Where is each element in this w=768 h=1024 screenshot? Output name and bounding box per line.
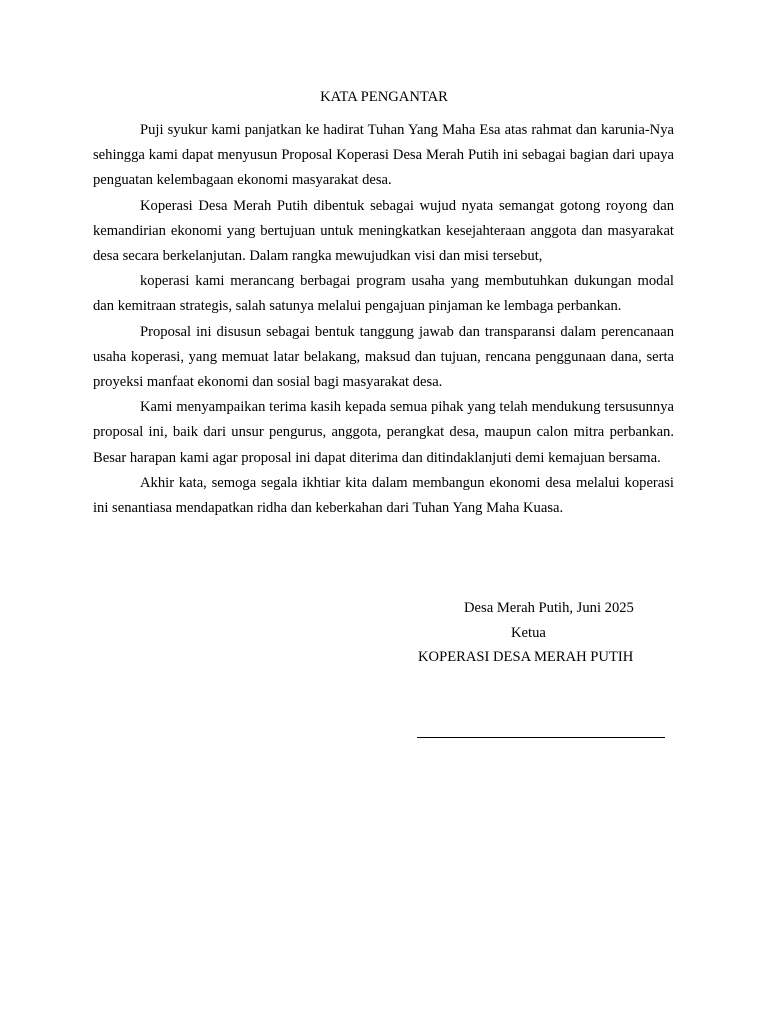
paragraph: Koperasi Desa Merah Putih dibentuk sebagai wujud nyata semangat gotong royong dan kemandirian ekonomi yang bertujuan untuk meningkatkan kesejahteraan anggota dan masyarakat desa secara berkelanjutan. Dalam rangka mewujudkan visi dan misi tersebut, — [93, 197, 674, 265]
document-body — [93, 118, 674, 521]
place-date: Desa Merah Putih, Juni 2025 — [464, 600, 634, 616]
paragraph: Puji syukur kami panjatkan ke hadirat Tuhan Yang Maha Esa atas rahmat dan karunia-Nya sehingga kami dapat menyusun Proposal Koperasi Desa Merah Putih ini sebagai bagian dari upaya penguatan kelembagaan ekonomi masyarakat desa. — [93, 122, 674, 189]
closing-block — [400, 596, 690, 670]
signature-line — [417, 737, 665, 738]
paragraph: Proposal ini disusun sebagai bentuk tanggung jawab dan transparansi dalam perencanaan usaha koperasi, yang memuat latar belakang, maksud dan tujuan, rencana penggunaan dana, serta proyeksi manfaat ekonomi dan sosial bagi masyarakat desa. — [93, 323, 674, 391]
page-title: KATA PENGANTAR — [320, 89, 448, 105]
paragraph: Akhir kata, semoga segala ikhtiar kita dalam membangun ekonomi desa melalui koperasi ini senantiasa mendapatkan ridha dan keberkahan dari Tuhan Yang Maha Kuasa. — [93, 474, 674, 517]
signatory-role: Ketua — [511, 624, 546, 641]
paragraph: koperasi kami merancang berbagai program usaha yang membutuhkan dukungan modal dan kemitraan strategis, salah satunya melalui pengajuan pinjaman ke lembaga perbankan. — [93, 273, 674, 315]
paragraph: Kami menyampaikan terima kasih kepada semua pihak yang telah mendukung tersusunnya proposal ini, baik dari unsur pengurus, anggota, perangkat desa, maupun calon mitra perbankan. Besar harapan kami agar proposal ini dapat diterima dan ditindaklanjuti demi kemajuan bersama. — [93, 399, 674, 466]
organization-name: KOPERASI DESA MERAH PUTIH — [418, 649, 634, 665]
